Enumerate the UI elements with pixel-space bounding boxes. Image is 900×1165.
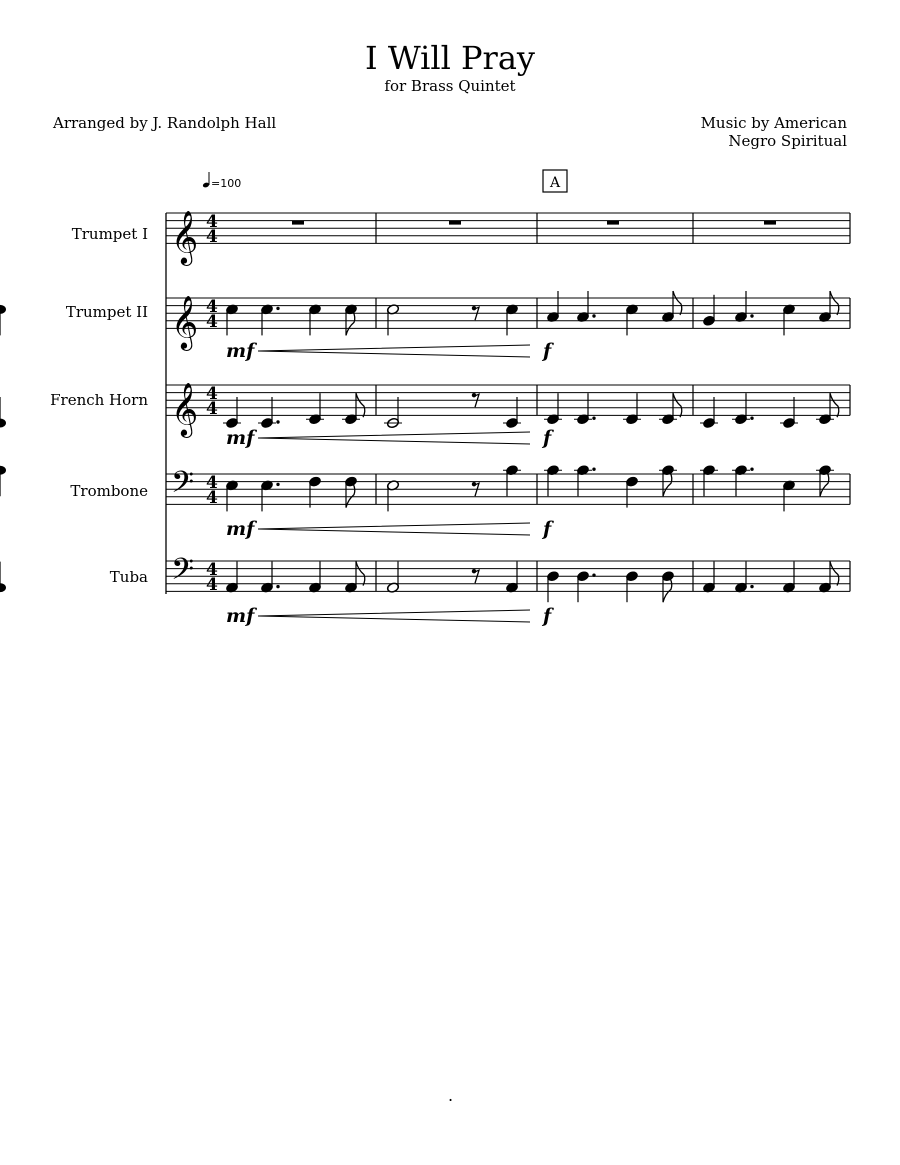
dynamic-marking: f xyxy=(543,605,552,627)
note-flag xyxy=(346,311,355,335)
note xyxy=(258,397,280,429)
augmentation-dot xyxy=(276,307,279,310)
instrument-name-tuba: Tuba xyxy=(109,568,148,586)
note xyxy=(661,570,674,602)
note xyxy=(344,304,357,336)
note-flag xyxy=(673,291,682,315)
treble-clef-icon: 𝄞 xyxy=(171,381,199,436)
note xyxy=(544,393,562,425)
dynamic-marking: f xyxy=(543,427,552,449)
note xyxy=(342,393,365,425)
note xyxy=(700,464,718,496)
note-flag xyxy=(820,472,829,496)
notehead xyxy=(0,466,6,474)
note-flag xyxy=(663,578,672,602)
composer-line-1: Music by American xyxy=(700,114,847,132)
instrument-name-trumpet-1: Trumpet I xyxy=(71,225,148,243)
time-signature-denominator: 4 xyxy=(206,312,218,332)
note xyxy=(661,291,681,323)
whole-rest xyxy=(764,221,776,225)
note xyxy=(702,562,715,594)
note xyxy=(782,562,795,594)
augmentation-dot xyxy=(592,314,595,317)
note xyxy=(625,476,638,508)
dynamic-marking: mf xyxy=(226,518,255,540)
note xyxy=(734,291,753,323)
time-signature-denominator: 4 xyxy=(206,399,218,419)
note xyxy=(260,480,279,512)
note xyxy=(782,480,795,512)
augmentation-dot xyxy=(750,468,753,471)
bass-clef-icon: 𝄢 xyxy=(171,466,195,507)
augmentation-dot xyxy=(750,585,753,588)
note xyxy=(260,562,279,594)
note xyxy=(386,562,399,594)
crescendo-hairpin xyxy=(258,432,530,444)
augmentation-dot xyxy=(276,483,279,486)
augmentation-dot xyxy=(592,468,595,471)
note xyxy=(576,570,595,602)
note xyxy=(225,304,238,336)
note xyxy=(702,295,715,327)
note xyxy=(0,562,6,592)
note xyxy=(780,397,798,429)
note xyxy=(505,304,518,336)
tempo-marking xyxy=(202,172,241,190)
tempo-value: =100 xyxy=(211,177,242,190)
note-flag xyxy=(356,562,365,586)
augmentation-dot xyxy=(592,417,595,420)
note xyxy=(260,304,279,336)
score-title: I Will Pray xyxy=(365,39,535,77)
instrument-name-trombone: Trombone xyxy=(70,482,148,500)
note xyxy=(225,480,238,512)
bass-clef-icon: 𝄢 xyxy=(171,553,195,594)
note xyxy=(0,397,6,427)
crescendo-hairpin xyxy=(258,345,530,357)
rehearsal-mark-label: A xyxy=(549,175,561,191)
note xyxy=(505,562,518,594)
rehearsal-mark-a xyxy=(543,170,567,192)
note xyxy=(732,464,754,496)
staff-1 xyxy=(166,209,850,265)
time-signature-numerator: 4 xyxy=(206,212,218,232)
note xyxy=(818,291,838,323)
whole-rest xyxy=(449,221,461,225)
staff-3 xyxy=(166,381,850,437)
dynamics-4 xyxy=(226,518,554,540)
note xyxy=(544,464,562,496)
note xyxy=(625,304,638,336)
dynamic-marking: f xyxy=(543,518,552,540)
whole-rest xyxy=(607,221,619,225)
note xyxy=(503,464,521,496)
augmentation-dot xyxy=(750,417,753,420)
treble-clef-icon: 𝄞 xyxy=(171,209,199,264)
note xyxy=(574,393,596,425)
crescendo-hairpin xyxy=(258,523,530,535)
note xyxy=(818,562,838,594)
augmentation-dot xyxy=(276,420,279,423)
dynamic-marking: mf xyxy=(226,427,255,449)
composer-line-2: Negro Spiritual xyxy=(728,132,847,150)
time-signature-numerator: 4 xyxy=(206,560,218,580)
dynamic-marking: mf xyxy=(226,605,255,627)
time-signature-denominator: 4 xyxy=(206,488,218,508)
note xyxy=(344,476,357,508)
notehead xyxy=(0,305,6,313)
note-flag xyxy=(830,291,839,315)
note xyxy=(223,397,241,429)
dynamics-2 xyxy=(226,340,554,362)
note xyxy=(659,393,682,425)
note xyxy=(308,304,321,336)
note xyxy=(308,562,321,594)
note xyxy=(782,304,795,336)
treble-clef-icon: 𝄞 xyxy=(171,294,199,349)
note xyxy=(659,464,677,496)
page-footer: . xyxy=(448,1086,454,1105)
note xyxy=(574,464,596,496)
note xyxy=(576,291,595,323)
note xyxy=(0,305,6,335)
note xyxy=(306,393,324,425)
note xyxy=(546,291,559,323)
note xyxy=(546,570,559,602)
note xyxy=(384,397,402,429)
augmentation-dot xyxy=(276,585,279,588)
notehead xyxy=(0,419,6,427)
note xyxy=(732,393,754,425)
whole-rest xyxy=(292,221,304,225)
time-signature-denominator: 4 xyxy=(206,227,218,247)
note xyxy=(386,304,399,336)
note-flag xyxy=(830,393,839,417)
time-signature-denominator: 4 xyxy=(206,575,218,595)
note-flag xyxy=(663,472,672,496)
note xyxy=(816,393,839,425)
staff-2 xyxy=(166,294,850,350)
time-signature-numerator: 4 xyxy=(206,473,218,493)
note xyxy=(734,562,753,594)
note xyxy=(816,464,834,496)
note xyxy=(623,393,641,425)
note xyxy=(625,570,638,602)
note xyxy=(308,476,321,508)
score-subtitle: for Brass Quintet xyxy=(384,77,516,95)
note-flag xyxy=(673,393,682,417)
note xyxy=(386,480,399,512)
augmentation-dot xyxy=(592,574,595,577)
note-flag xyxy=(356,393,365,417)
time-signature-numerator: 4 xyxy=(206,384,218,404)
instrument-name-trumpet-2: Trumpet II xyxy=(65,303,148,321)
dynamic-marking: f xyxy=(543,340,552,362)
dynamics-5 xyxy=(226,605,554,627)
note xyxy=(503,397,521,429)
note xyxy=(700,397,718,429)
time-signature-numerator: 4 xyxy=(206,297,218,317)
note xyxy=(344,562,364,594)
notehead xyxy=(0,584,6,592)
instrument-name-french-horn: French Horn xyxy=(50,391,148,409)
augmentation-dot xyxy=(750,314,753,317)
dynamic-marking: mf xyxy=(226,340,255,362)
dynamics-3 xyxy=(226,427,554,449)
crescendo-hairpin xyxy=(258,610,530,622)
arranger-credit: Arranged by J. Randolph Hall xyxy=(53,114,277,132)
note xyxy=(0,466,6,496)
note-flag xyxy=(830,562,839,586)
note xyxy=(225,562,238,594)
